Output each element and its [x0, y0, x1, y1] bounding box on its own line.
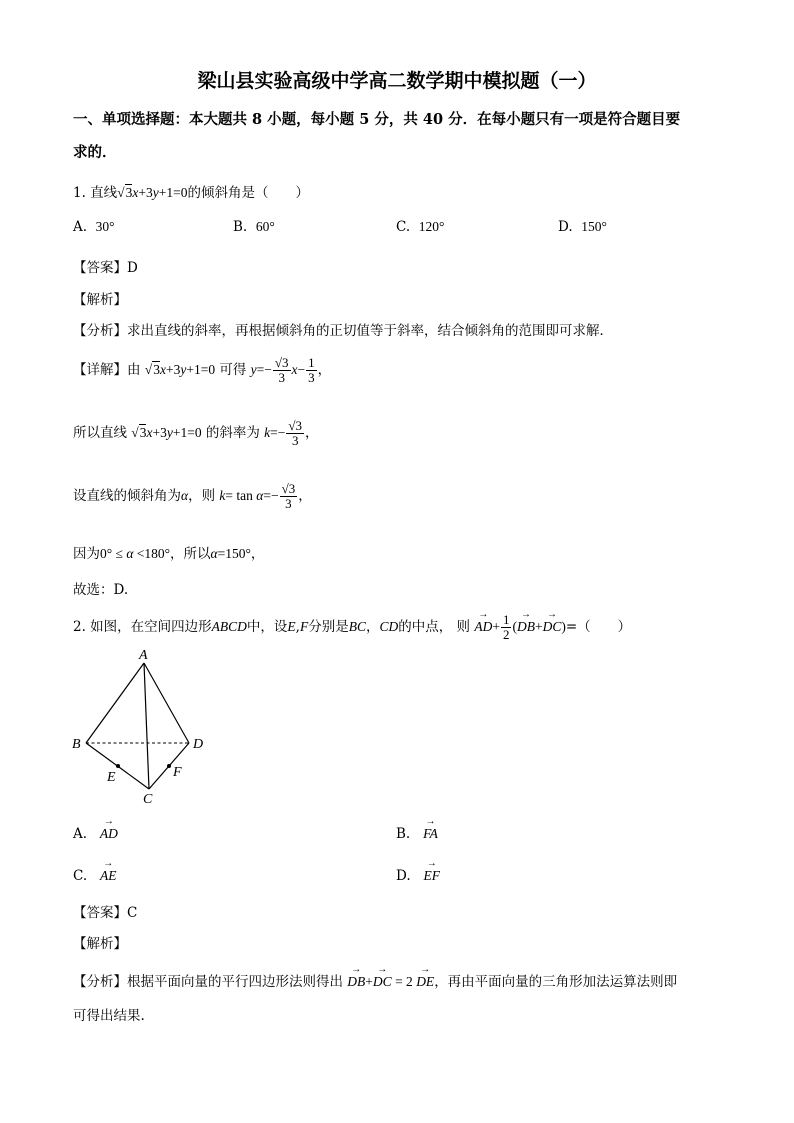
- label-a: A: [139, 648, 148, 663]
- q2-option-d: D. → EF: [396, 868, 440, 884]
- q1-fenxi: 【分析】求出直线的斜率，再根据倾斜角的正切值等于斜率，结合倾斜角的范围即可求解．: [73, 323, 613, 339]
- point-f: [167, 764, 171, 768]
- q1-answer: 【答案】D: [73, 260, 138, 276]
- q1-option-d: D. 150°: [558, 219, 607, 235]
- section-heading-line1: 一、单项选择题：本大题共 8 小题，每小题 5 分，共 40 分．在每小题只有一项是符合题目要: [73, 111, 681, 128]
- q2-fenxi-line1: 【分析】根据平面向量的平行四边形法则得出 → DB+→ DC = 2 → DE，再由平面向量的三角形加法运算法则即: [73, 970, 677, 990]
- label-d: D: [193, 737, 204, 752]
- tetrahedron-figure: [68, 642, 218, 812]
- section-heading-line2: 求的．: [73, 144, 117, 161]
- q1-equation: √3x+3y+1=0: [117, 185, 188, 200]
- label-c: C: [143, 792, 153, 807]
- edge-ac: [144, 663, 149, 789]
- q2-answer: 【答案】C: [73, 905, 138, 921]
- q1-option-c: C. 120°: [396, 219, 445, 235]
- q1-detail-line3: 设直线的倾斜角为α，则 k= tan α=− $\frac{√3}{3}$ ，: [73, 481, 312, 511]
- q1-analysis-tag: 【解析】: [73, 292, 127, 308]
- label-e: E: [107, 770, 116, 785]
- label-b: B: [72, 737, 81, 752]
- q2-analysis-tag: 【解析】: [73, 936, 127, 952]
- q1-conclusion: 故选：D.: [73, 582, 129, 598]
- q2-option-c: C. → AE: [73, 868, 117, 884]
- q2-option-a: A. → AD: [73, 826, 118, 842]
- q1-detail-line2: 所以直线 √3x+3y+1=0 的斜率为 k=− $\frac{√3}{3}$ ，: [73, 418, 319, 448]
- page-title: 梁山县实验高级中学高二数学期中模拟题（一）: [197, 70, 597, 92]
- label-f: F: [173, 765, 182, 780]
- q2-option-b: B. → FA: [396, 826, 438, 842]
- q1-option-a: A. 30°: [73, 219, 115, 235]
- edge-ad: [144, 663, 189, 743]
- q2-fenxi-line2: 可得出结果.: [73, 1008, 145, 1024]
- edge-ab: [86, 663, 144, 743]
- q1-detail-line4: 因为0° ≤ α <180°，所以α=150°，: [73, 546, 265, 562]
- q1-option-b: B. 60°: [233, 219, 275, 235]
- q1-detail-line1: 【详解】由 √3x+3y+1=0 可得 y=− $\frac{√3}{3}$ x− $\frac{1}{3}$ ，: [73, 355, 332, 385]
- q1-stem: 1. 直线√3x+3y+1=0的倾斜角是（ ）: [73, 185, 309, 201]
- q2-stem: 2. 如图，在空间四边形ABCD中，设E,F分别是BC，CD的中点， 则 → AD+ $\frac{1}{2}$ (→ DB+→ DC)=（ ）: [73, 613, 631, 642]
- point-e: [116, 764, 120, 768]
